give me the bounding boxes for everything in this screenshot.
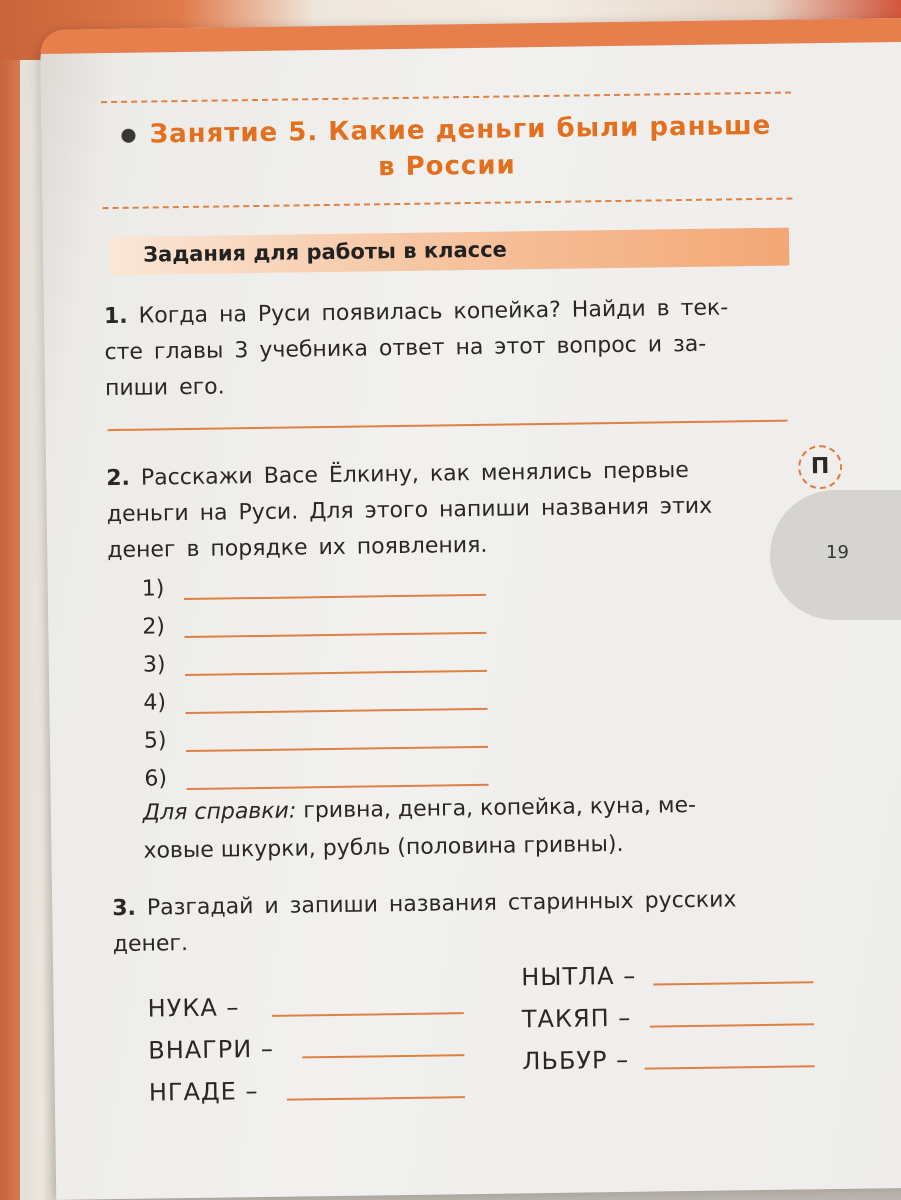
puzzle-answer-left-3[interactable] — [287, 1096, 465, 1100]
task-2-line2: деньги на Руси. Для этого напиши названия этих — [106, 493, 713, 528]
reference-label: Для справки: — [142, 798, 297, 826]
task-1-number: 1. — [103, 303, 128, 330]
answer-item-5-line[interactable] — [186, 746, 488, 752]
task-2-badge: П — [798, 445, 843, 490]
answer-item-6-line[interactable] — [187, 784, 489, 790]
answer-item-4-label: 4) — [143, 690, 167, 716]
section-band — [109, 228, 789, 275]
task-3-line1: Разгадай и запиши названия старинных русских — [146, 887, 737, 921]
puzzle-answer-left-2[interactable] — [302, 1054, 464, 1058]
answer-item-4-line[interactable] — [186, 708, 488, 714]
page-number: 19 — [826, 542, 849, 563]
puzzle-word-right-1: НЫТЛА – — [521, 961, 637, 992]
task-1-line1: Когда на Руси появилась копейка? Найди в тек- — [138, 295, 729, 329]
answer-item-1-label: 1) — [141, 576, 165, 602]
task-1-line2: сте главы 3 учебника ответ на этот вопрос и за- — [104, 331, 707, 366]
task-3-line2: денег. — [112, 931, 189, 958]
answer-item-3-label: 3) — [142, 652, 166, 678]
task-1-line3: пиши его. — [104, 374, 225, 402]
puzzle-answer-right-1[interactable] — [653, 981, 813, 985]
task-3 — [112, 881, 803, 963]
answer-item-1-line[interactable] — [184, 594, 486, 600]
workbook-page — [40, 18, 901, 1200]
section-title: Задания для работы в классе — [142, 237, 507, 267]
task-3-number: 3. — [112, 895, 137, 922]
lesson-title — [101, 108, 792, 190]
left-page-orange-edge — [0, 0, 20, 1200]
puzzle-answer-left-1[interactable] — [272, 1012, 464, 1017]
reference-text-line1: гривна, денга, копейка, куна, ме- — [296, 792, 697, 824]
answer-item-3-line[interactable] — [185, 670, 487, 676]
task-2 — [106, 451, 797, 569]
puzzle-answer-right-3[interactable] — [645, 1065, 815, 1069]
puzzle-answer-right-2[interactable] — [650, 1023, 814, 1027]
puzzle-word-right-3: ЛЬБУР – — [522, 1045, 630, 1076]
task-1-answer-line[interactable] — [108, 420, 788, 431]
lesson-header — [101, 92, 792, 210]
puzzle-word-left-1: НУКА – — [147, 993, 240, 1023]
task-1 — [104, 290, 795, 408]
puzzle-word-right-2: ТАКЯП – — [521, 1003, 632, 1034]
reference-text-line2: ховые шкурки, рубль (половина гривны). — [143, 831, 624, 864]
puzzle-word-left-3: НГАДЕ – — [148, 1077, 259, 1107]
bullet-icon — [122, 128, 136, 142]
answer-item-2-line[interactable] — [184, 632, 486, 638]
answer-item-6-label: 6) — [144, 766, 168, 792]
answer-item-5-label: 5) — [143, 728, 167, 754]
reference-note — [143, 786, 784, 871]
task-2-number: 2. — [106, 465, 131, 492]
task-2-line3: денег в порядке их появления. — [107, 532, 488, 564]
answer-item-2-label: 2) — [142, 614, 166, 640]
lesson-title-line2: в России — [377, 150, 516, 183]
page-number-tab — [770, 490, 901, 620]
lesson-title-line1: Занятие 5. Какие деньги были раньше — [149, 110, 772, 150]
puzzle-word-left-2: ВНАГРИ – — [148, 1034, 275, 1065]
task-2-line1: Расскажи Васе Ёлкину, как менялись первые — [140, 457, 689, 491]
